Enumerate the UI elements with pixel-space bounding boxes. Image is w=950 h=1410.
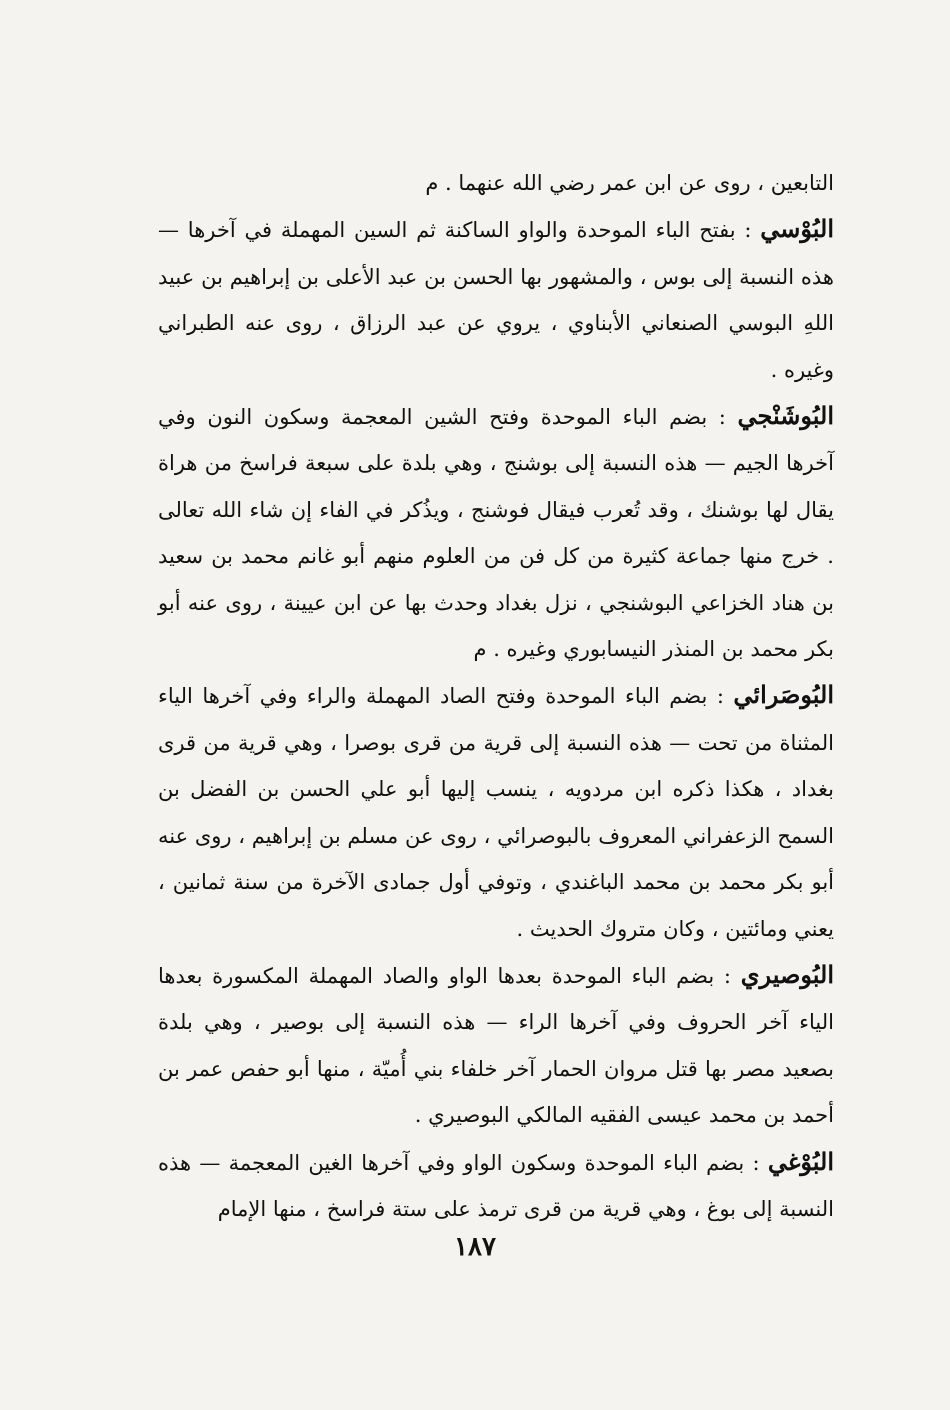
entry-heading: البُوصَرائي xyxy=(733,680,834,710)
entry-text: : بضم الباء الموحدة وفتح الصاد المهملة والراء وفي آخرها الياء المثناة من تحت — هذه النسبة إلى قرية من قرى بوصرا ، وهي قرية من قرى بغداد ، هكذا ذكره ابن مردويه ، ينسب إليها أبو علي الحسن بن الفضل بن السمح الزعفراني المعروف بالبوصرائي ، روى عن مسلم بن إبراهيم ، روى عنه أبو بكر محمد بن محمد الباغندي ، وتوفي أول جمادى الآخرة من سنة ثمانين ، يعني ومائتين ، وكان متروك الحديث . xyxy=(158,684,834,941)
entry-text: : بضم الباء الموحدة وسكون الواو وفي آخرها الغين المعجمة — هذه النسبة إلى بوغ ، وهي قرية من قرى ترمذ على ستة فراسخ ، منها الإمام xyxy=(158,1150,834,1221)
paragraph-continuation xyxy=(158,160,834,206)
entry-albusiri xyxy=(158,952,834,1139)
page-number: ١٨٧ xyxy=(454,1232,496,1262)
entry-heading: البُوْسي xyxy=(760,214,834,244)
entry-text: : بضم الباء الموحدة وفتح الشين المعجمة وسكون النون وفي آخرها الجيم — هذه النسبة إلى بوشنج ، وهي بلدة على سبعة فراسخ من هراة يقال لها بوشنك ، وقد تُعرب فيقال فوشنج ، ويذُكر في الفاء إن شاء الله تعالى . خرج منها جماعة كثيرة من كل فن من العلوم منهم أبو غانم محمد بن سعيد بن هناد الخزاعي البوشنجي ، نزل بغداد وحدث بها عن ابن عيينة ، روى عنه أبو بكر محمد بن المنذر النيسابوري وغيره . م xyxy=(158,405,834,662)
paragraph-text: التابعين ، روى عن ابن عمر رضي الله عنهما . م xyxy=(425,171,834,195)
entry-albusi xyxy=(158,206,834,393)
entry-albughi xyxy=(158,1139,834,1233)
entry-heading: البُوْغي xyxy=(767,1146,834,1176)
body-text xyxy=(158,160,834,1232)
entry-text: : بفتح الباء الموحدة والواو الساكنة ثم السين المهملة في آخرها — هذه النسبة إلى بوس ، والمشهور بها الحسن بن عبد الأعلى بن إبراهيم بن عبيد اللهِ البوسي الصنعاني الأبناوي ، يروي عن عبد الرزاق ، روى عنه الطبراني وغيره . xyxy=(158,218,834,382)
entry-heading: البُوشَنْجي xyxy=(737,401,834,431)
entry-albusarai xyxy=(158,672,834,951)
entry-heading: البُوصيري xyxy=(740,959,834,989)
entry-text: : بضم الباء الموحدة بعدها الواو والصاد المهملة المكسورة بعدها الياء آخر الحروف وفي آخرها الراء — هذه النسبة إلى بوصير ، وهي بلدة بصعيد مصر بها قتل مروان الحمار آخر خلفاء بني أُميّة ، منها أبو حفص عمر بن أحمد بن محمد عيسى الفقيه المالكي البوصيري . xyxy=(158,963,834,1128)
entry-albushanji xyxy=(158,393,834,672)
